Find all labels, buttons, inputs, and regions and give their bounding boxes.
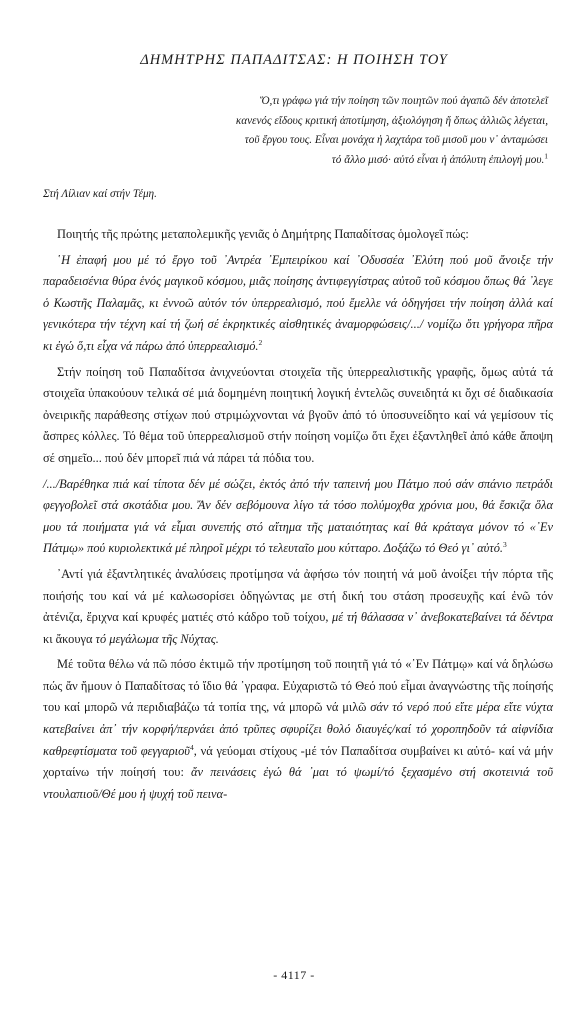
epigraph — [128, 92, 548, 170]
epigraph-line: κανενός εἴδους κριτική ἀποτίμηση, ἀξιολόγηση ἤ ὅπως ἀλλιῶς λέγεται, — [235, 114, 548, 127]
epigraph-line: Ὅ,τι γράφω γιά τήν ποίηση τῶν ποιητῶν πού ἀγαπῶ δέν ἀποτελεῖ — [259, 95, 548, 107]
footnote-ref: 3 — [503, 540, 507, 550]
page-title: ΔΗΜΗΤΡΗΣ ΠΑΠΑΔΙΤΣΑΣ: Η ΠΟΙΗΣΗ ΤΟΥ — [140, 52, 448, 68]
epigraph-line: τό ἄλλο μισό· αὐτό εἶναι ἡ ἀπόλυτη ἐπιλογή μου.$^1$ — [331, 150, 548, 166]
paragraph: Μέ τοῦτα θέλω νά πῶ πόσο ἐκτιμῶ τήν προτίμηση τοῦ ποιητῆ γιά τό «᾽Εν Πάτμῳ» καί νά δηλώσω πώς ἄν ἤμουν ὁ Παπαδίτσας τό ἴδιο θά ᾽γραφα. Εὐχαριστῶ τό Θεό πού εἶμαι ἀναγνώστης τῆς ποίησής του καί μπορῶ νά περιδιαβάζω τά τοπία της, νά μπορῶ νά μιλῶ σάν τό νερό πού εἴτε μέρα εἴτε νύχτα κατεβαίνει ἀπ᾽ τήν κορφή/περνάει ἀπό τρῦπες σφυρίζει θολό διαυγές/καί τό χοροπηδοῦν τά αἰφνίδια καθρεφτίσματα τοῦ φεγγαριοῦ$^4$, νά γεύομαι στίχους -μέ τόν Παπαδίτσα συμβαίνει κι αὐτό- καί νά μήν χορταίνω τήν ποίησή του: ἄν πεινάσεις ἐγώ θά ᾽μαι τό ψωμί/τό ξεχασμένο στή σκοτεινιά τοῦ ντουλαπιοῦ/Θέ μου ἡ ψυχή τοῦ πεινα- — [43, 657, 554, 801]
paragraph: Ποιητής τῆς πρώτης μεταπολεμικῆς γενιᾶς ὁ Δημήτρης Παπαδίτσας ὁμολογεῖ πώς: — [57, 227, 469, 241]
footnote-ref: 2 — [258, 337, 263, 347]
paragraph: ᾽Αντί γιά ἐξαντλητικές ἀναλύσεις προτίμησα νά ἀφήσω τόν ποιητή νά μοῦ ἀνοίξει τήν πόρτα τῆς ποιήσής του καί νά μέ καλωσορίσει ὁδηγώντας με στή δική του στάση προσευχῆς καί ἐνῶ τόν ἀτένιζα, ἔριχνα καί κρυφές ματιές στό κάδρο τοῦ τοίχου, μέ τή θάλασσα ν᾽ ἀνεβοκατεβαίνει τά δέντρα κι ἄκουγα τό μεγάλωμα τῆς Νύχτας. — [43, 566, 553, 646]
epigraph-line: τοῦ ἔργου τους. Εἶναι μονάχα ἡ λαχτάρα τοῦ μισοῦ μου ν᾽ ἀνταμώσει — [244, 134, 548, 146]
footnote-ref: 4 — [189, 742, 194, 752]
paragraph: Στήν ποίηση τοῦ Παπαδίτσα ἀνιχνεύονται στοιχεῖα τῆς ὑπερρεαλιστικῆς γραφῆς, ὅμως αὐτά τά στοιχεῖα ὑπακούουν τελικά σέ μιά δομημένη ποιητική λογική ἐντελῶς συνειδητά κι ὄχι σέ διαδικασία ὀνειρικῆς παράθεσης στίχων πού στριμώχνονται νά βγοῦν ἀπό τό ὑποσυνείδητο καί νά γεμίσουν τίς ἄσπρες κόλλες. Τό θέμα τοῦ ὑπερρεαλισμοῦ στήν ποίηση νομίζω ὅτι ἔχει ἐξαντληθεῖ ἀπό κάθε ἄποψη σέ σημεῖο... πού δέν μπορεῖ πιά νά πάρει τά πόδια του. — [43, 364, 553, 465]
body-text — [43, 224, 553, 809]
block-quote: ῾Η ἐπαφή μου μέ τό ἔργο τοῦ ᾽Αντρέα ᾽Εμπειρίκου καί ᾽Οδυσσέα ᾽Ελύτη πού μοῦ ἄνοιξε τήν παραδεισένια θύρα ἑνός μαγικοῦ κόσμου, μιᾶς ποίησης ἀντιφεγγίστρας αὐτοῦ τοῦ κόσμου ὅπως θά ᾽λεγε ὁ Κωστῆς Παλαμᾶς, κι ἐννοῶ αὐτόν τόν ὑπερρεαλισμό, πού ἔμελλε νά ὁδηγήσει τήν ποίηση ἀλλά καί γενικότερα τήν τέχνη καί τή ζωή σέ ἐκρηκτικές αἰσθητικές ἀναμορφώσεις/.../ νομίζω ὅτι γρήγορα πῆρα κι ἐγώ ὅ,τι εἶχα νά πάρω ἀπό ὑπερρεαλισμό.$^2$ — [43, 252, 553, 353]
footnote-ref: 1 — [544, 150, 548, 160]
page-number: - 4117 - — [273, 968, 315, 982]
dedication: Στή Λίλιαν καί στήν Τέμη. — [43, 188, 157, 200]
block-quote: /.../Βαρέθηκα πιά καί τίποτα δέν μέ σώζει, ἐκτός ἀπό τήν ταπεινή μου Πάτμο πού σάν σπάνιο πετράδι φεγγοβολεῖ στά σκοτάδια μου. Ἄν δέν σεβόμουνα λίγο τά τόσο πολύμοχθα χρόνια μου, θά ἔσκιζα ὅλα μου τά ποιήματα γιά νά εἶμαι συνεπής στό αἴτημα τῆς ματαιότητας καί θά κράταγα μόνον τό «᾽Εν Πάτμῳ» πού κυριολεκτικά μέ πληροῖ μέχρι τό τελευταῖο μου κύτταρο. Δοξάζω τό Θεό γι᾽ αὐτό.$^3$ — [43, 476, 553, 556]
